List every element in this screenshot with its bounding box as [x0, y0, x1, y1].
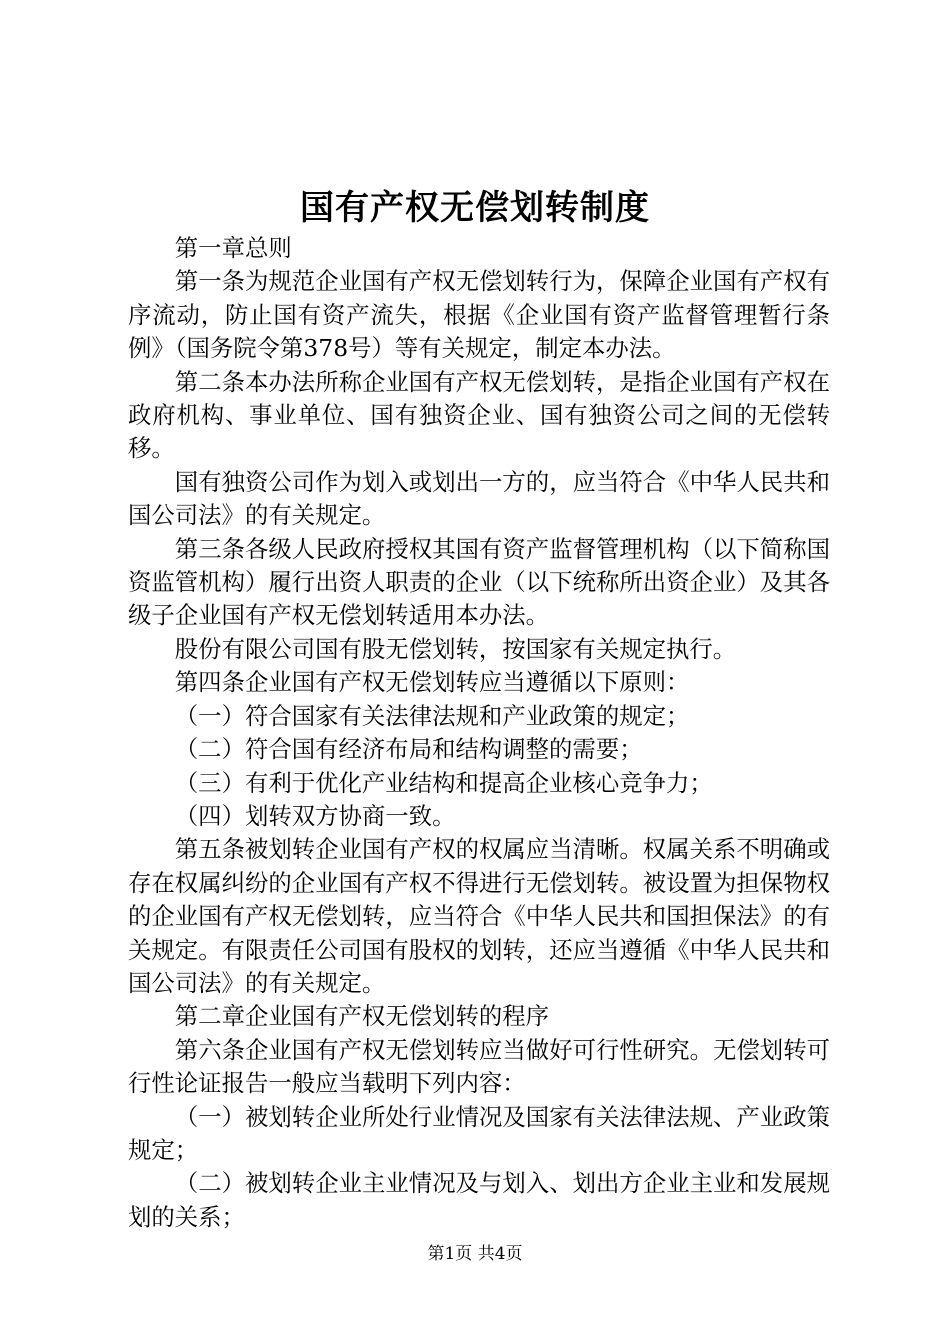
paragraph-article-4-item-4: （四）划转双方协商一致。	[174, 801, 456, 830]
paragraph-article-1: 第一条为规范企业国有产权无偿划转行为，保障企业国有产权有序流动，防止国有资产流失，根据《企业国有资产监督管理暂行条例》（国务院令第378号）等有关规定，制定本办法。	[128, 267, 830, 363]
document-title: 国有产权无偿划转制度	[300, 188, 650, 228]
paragraph-chapter-1: 第一章总则	[174, 234, 292, 262]
paragraph-article-4-item-2: （二）符合国有经济布局和结构调整的需要；	[174, 735, 643, 764]
page-footer: 第1页 共4页	[427, 1244, 523, 1264]
paragraph-article-3: 第三条各级人民政府授权其国有资产监督管理机构（以下简称国资监管机构）履行出资人职责的企业（以下统称所出资企业）及其各级子企业国有产权无偿划转适用本办法。	[128, 534, 830, 630]
paragraph-article-3-note: 股份有限公司国有股无偿划转，按国家有关规定执行。	[174, 634, 737, 663]
paragraph-chapter-2: 第二章企业国有产权无偿划转的程序	[174, 1002, 550, 1031]
paragraph-article-4: 第四条企业国有产权无偿划转应当遵循以下原则：	[174, 668, 690, 697]
document-body	[128, 232, 830, 1234]
paragraph-article-2-note: 国有独资公司作为划入或划出一方的，应当符合《中华人民共和国公司法》的有关规定。	[128, 467, 830, 530]
paragraph-article-5: 第五条被划转企业国有产权的权属应当清晰。权属关系不明确或存在权属纠纷的企业国有产权不得进行无偿划转。被设置为担保物权的企业国有产权无偿划转，应当符合《中华人民共和国担保法》的有关规定。有限责任公司国有股权的划转，还应当遵循《中华人民共和国公司法》的有关规定。	[128, 835, 830, 997]
paragraph-article-6-item-2: （二）被划转企业主业情况及与划入、划出方企业主业和发展规划的关系；	[128, 1169, 830, 1231]
paragraph-article-6: 第六条企业国有产权无偿划转应当做好可行性研究。无偿划转可行性论证报告一般应当载明下列内容：	[128, 1035, 830, 1098]
paragraph-article-4-item-3: （三）有利于优化产业结构和提高企业核心竞争力；	[174, 768, 713, 797]
paragraph-article-2: 第二条本办法所称企业国有产权无偿划转，是指企业国有产权在政府机构、事业单位、国有独资企业、国有独资公司之间的无偿转移。	[128, 367, 830, 463]
paragraph-article-4-item-1: （一）符合国家有关法律法规和产业政策的规定；	[174, 701, 690, 730]
paragraph-article-6-item-1: （一）被划转企业所处行业情况及国家有关法律法规、产业政策规定；	[128, 1102, 830, 1164]
